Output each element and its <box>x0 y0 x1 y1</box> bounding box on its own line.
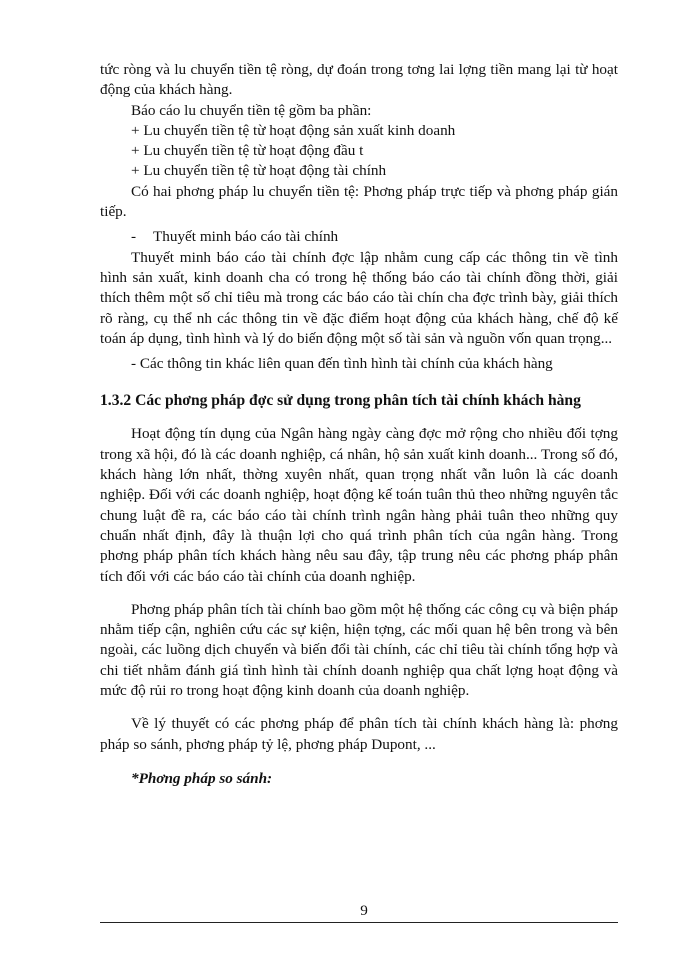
bullet-notes-label: Thuyết minh báo cáo tài chính <box>153 228 339 246</box>
paragraph-methods-list: Về lý thuyết có các phơng pháp để phân tích tài chính khách hàng là: phơng pháp so sánh, phơng pháp tỷ lệ, phơng pháp Dupont, ... <box>100 715 618 753</box>
paragraph-cashflow-parts: Báo cáo lu chuyển tiền tệ gồm ba phần: <box>131 101 372 119</box>
document-page <box>100 60 618 789</box>
list-item-investing: + Lu chuyển tiền tệ từ hoạt động đầu t <box>131 142 364 160</box>
bullet-notes-title <box>131 227 618 247</box>
bullet-dash: - <box>131 228 137 246</box>
page-number: 9 <box>360 902 368 919</box>
section-heading-1-3-2: 1.3.2 Các phơng pháp đợc sử dụng trong phân tích tài chính khách hàng <box>100 392 581 410</box>
list-item-operating: + Lu chuyển tiền tệ từ hoạt động sản xuất kinh doanh <box>131 121 456 139</box>
footer-rule <box>100 922 618 923</box>
subheading-comparison-method: *Phơng pháp so sánh: <box>131 769 273 787</box>
paragraph-credit-activity: Hoạt động tín dụng của Ngân hàng ngày càng đợc mở rộng cho nhiều đối tợng trong xã hội, đó là các doanh nghiệp, cá nhân, hộ sản xuất kinh doanh... Trong số đó, khách hàng lớn nhất, thờng xuyên nhất, quan trọng nhất vẫn luôn là các doanh nghiệp. Đối với các doanh nghiệp, hoạt động kế toán tuân thủ theo những nguyên tắc chung luật đề ra, các báo cáo tài chính trình ngân hàng phải tuân theo những quy chuẩn nhất định, đây là thuận lợi cho quá trình phân tích của ngân hàng. Trong phơng pháp phân tích khách hàng nêu sau đây, tập trung nêu các phơng pháp phân tích đối với các báo cáo tài chính của doanh nghiệp. <box>100 425 618 585</box>
list-item-financing: + Lu chuyển tiền tệ từ hoạt động tài chính <box>131 162 387 180</box>
paragraph-notes-description: Thuyết minh báo cáo tài chính đợc lập nhằm cung cấp các thông tin về tình hình sản xuất, kinh doanh cha có trong hệ thống báo cáo tài chính đồng thời, giải thích thêm một số chỉ tiêu mà trong các báo cáo tài chín cha đợc trình bày, giải thích rõ ràng, cụ thể nh các thông tin về đặc điểm hoạt động của khách hàng, chế độ kế toán áp dụng, tình hình và lý do biến động một số tài sản và nguồn vốn quan trọng... <box>100 248 618 347</box>
paragraph-cashflow-methods: Có hai phơng pháp lu chuyển tiền tệ: Phơng pháp trực tiếp và phơng pháp gián tiếp. <box>100 182 618 221</box>
paragraph-analysis-definition: Phơng pháp phân tích tài chính bao gồm một hệ thống các công cụ và biện pháp nhằm tiếp cận, nghiên cứu các sự kiện, hiện tợng, các mối quan hệ bên trong và bên ngoài, các luồng dịch chuyển và biến đổi tài chính, các chỉ tiêu tài chính tổng hợp và chi tiết nhằm đánh giá tình hình tài chính doanh nghiệp qua chất lợng hoạt động và mức độ rủi ro trong hoạt động kinh doanh của doanh nghiệp. <box>100 600 618 700</box>
page-footer <box>100 902 618 923</box>
paragraph-other-info: - Các thông tin khác liên quan đến tình hình tài chính của khách hàng <box>131 355 553 373</box>
paragraph-cashflow-intro: tức ròng và lu chuyển tiền tệ ròng, dự đoán trong tơng lai lợng tiền mang lại từ hoạt động của khách hàng. <box>100 61 618 99</box>
